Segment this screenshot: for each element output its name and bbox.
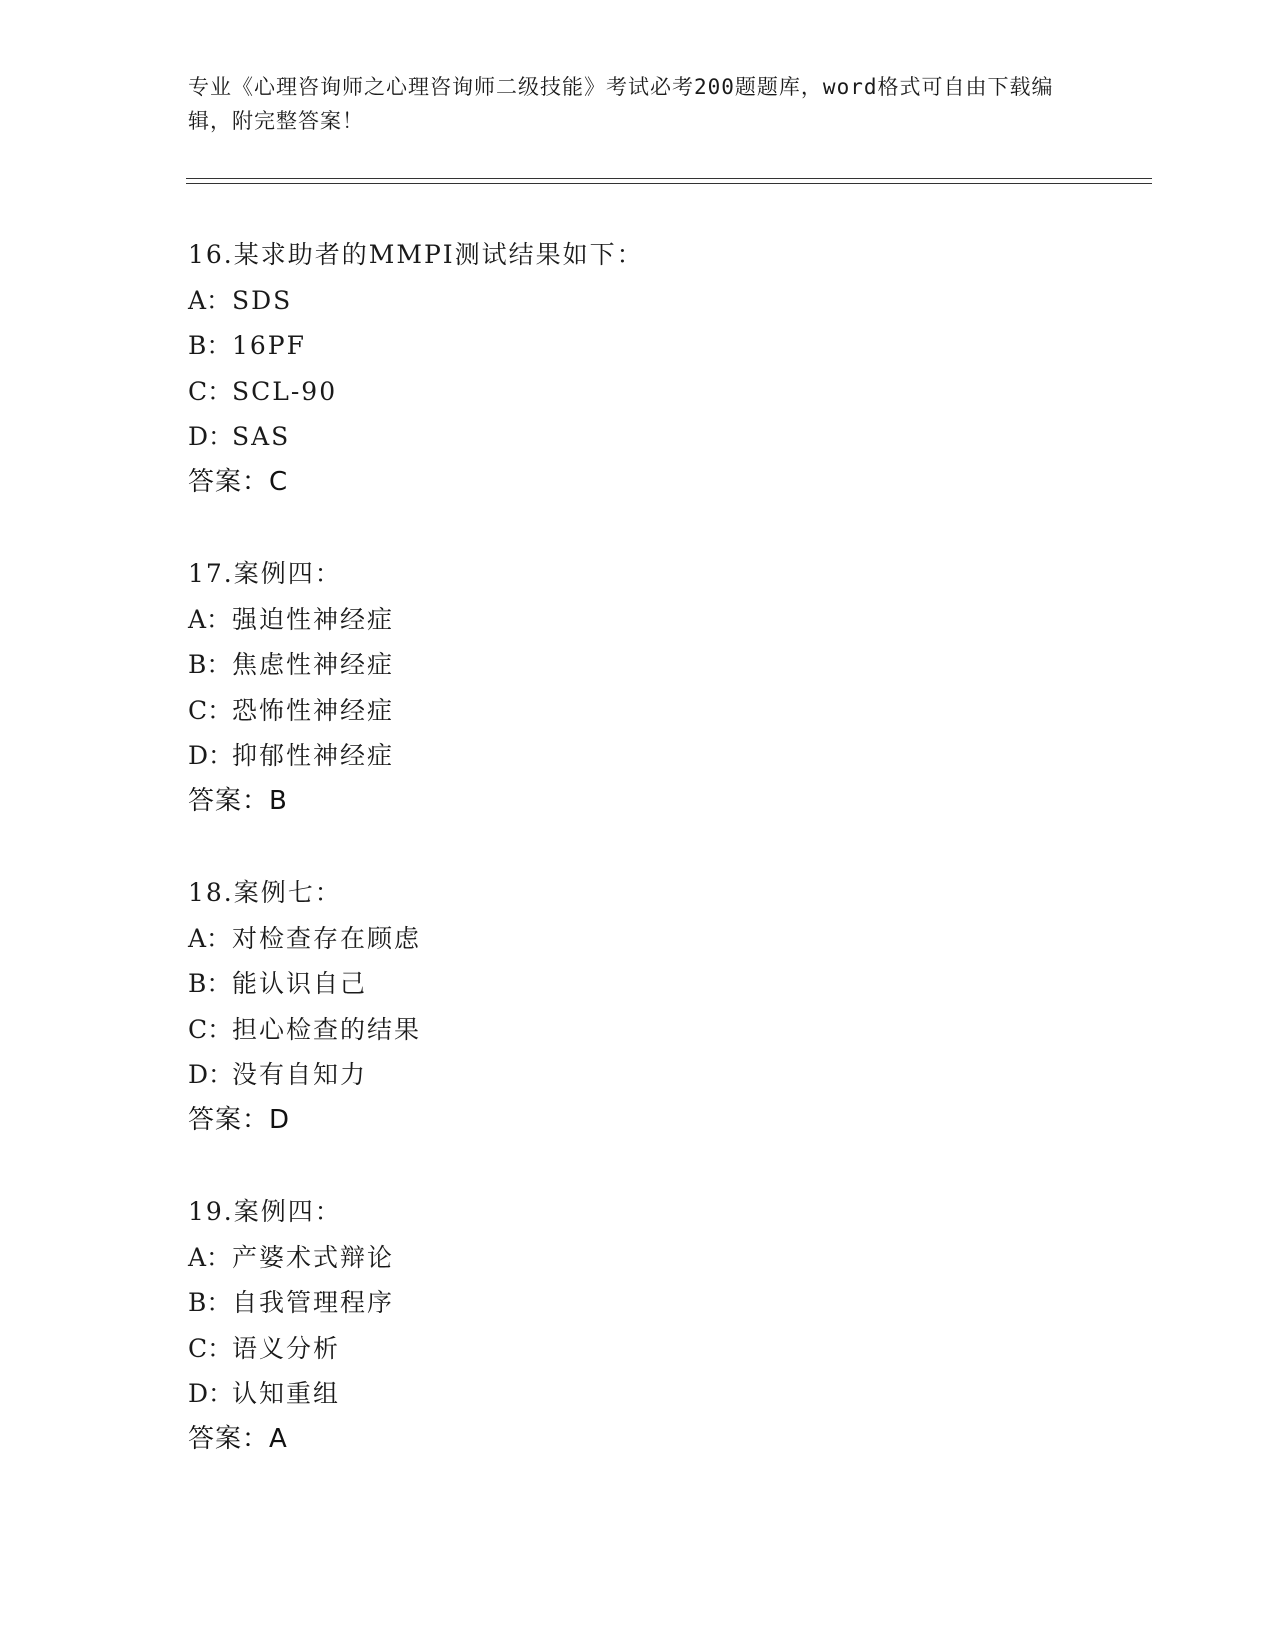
question-stem: 18.案例七： [188, 878, 342, 907]
option-label: C： [188, 695, 233, 725]
option-text: 产婆术式辩论 [232, 1242, 395, 1272]
option-text: 没有自知力 [232, 1060, 368, 1089]
option-text: SDS [232, 285, 293, 315]
option-c [188, 688, 1148, 734]
option-label: A： [188, 285, 232, 315]
option-label: A： [188, 923, 232, 953]
answer-line: 答案：D [188, 1104, 291, 1135]
option-text: 恐怖性神经症 [232, 695, 395, 725]
option-label: D： [188, 741, 234, 770]
question-stem: 17.案例四： [188, 559, 342, 588]
option-label: A： [188, 604, 232, 634]
option-c [188, 1326, 1148, 1372]
answer-line: 答案：B [188, 785, 288, 816]
option-text: SCL-90 [232, 376, 338, 406]
question-18 [188, 870, 1148, 1143]
option-text: 16PF [232, 331, 306, 360]
option-label: C： [188, 1333, 233, 1363]
option-label: B： [188, 969, 232, 998]
option-label: C： [188, 376, 233, 406]
option-a [188, 916, 1148, 962]
option-d [188, 1371, 1148, 1417]
header-divider-top [186, 178, 1152, 179]
option-b [188, 961, 1148, 1007]
header-divider-bottom [186, 183, 1152, 184]
document-intro [188, 70, 1068, 138]
option-label: D： [188, 422, 234, 451]
option-c [188, 1007, 1148, 1053]
option-label: B： [188, 650, 232, 679]
option-label: C： [188, 1014, 233, 1044]
answer-line: 答案：A [188, 1423, 288, 1454]
option-d [188, 414, 1148, 460]
option-text: 担心检查的结果 [232, 1014, 422, 1044]
option-c [188, 369, 1148, 415]
option-label: D： [188, 1060, 234, 1089]
option-text: 能认识自己 [232, 969, 368, 998]
option-text: 强迫性神经症 [232, 604, 395, 634]
option-label: B： [188, 331, 232, 360]
option-text: 抑郁性神经症 [232, 741, 395, 770]
option-label: B： [188, 1288, 232, 1317]
option-a [188, 1235, 1148, 1281]
option-a [188, 278, 1148, 324]
question-16 [188, 232, 1148, 505]
question-17 [188, 551, 1148, 824]
option-text: 焦虑性神经症 [232, 650, 395, 679]
intro-text: 专业《心理咨询师之心理咨询师二级技能》考试必考200题题库，word格式可自由下载编辑，附完整答案！ [188, 75, 1054, 133]
question-stem: 16.某求助者的MMPI测试结果如下： [188, 240, 644, 269]
option-text: 对检查存在顾虑 [232, 923, 422, 953]
question-list [188, 232, 1148, 1508]
option-text: 认知重组 [232, 1379, 341, 1408]
answer-line: 答案：C [188, 466, 289, 497]
option-text: SAS [232, 422, 291, 451]
option-label: A： [188, 1242, 232, 1272]
option-label: D： [188, 1379, 234, 1408]
option-text: 自我管理程序 [232, 1288, 395, 1317]
question-19 [188, 1189, 1148, 1462]
option-d [188, 733, 1148, 779]
option-a [188, 597, 1148, 643]
option-d [188, 1052, 1148, 1098]
option-b [188, 1280, 1148, 1326]
option-b [188, 642, 1148, 688]
question-stem: 19.案例四： [188, 1197, 342, 1226]
option-text: 语义分析 [232, 1333, 341, 1363]
option-b [188, 323, 1148, 369]
